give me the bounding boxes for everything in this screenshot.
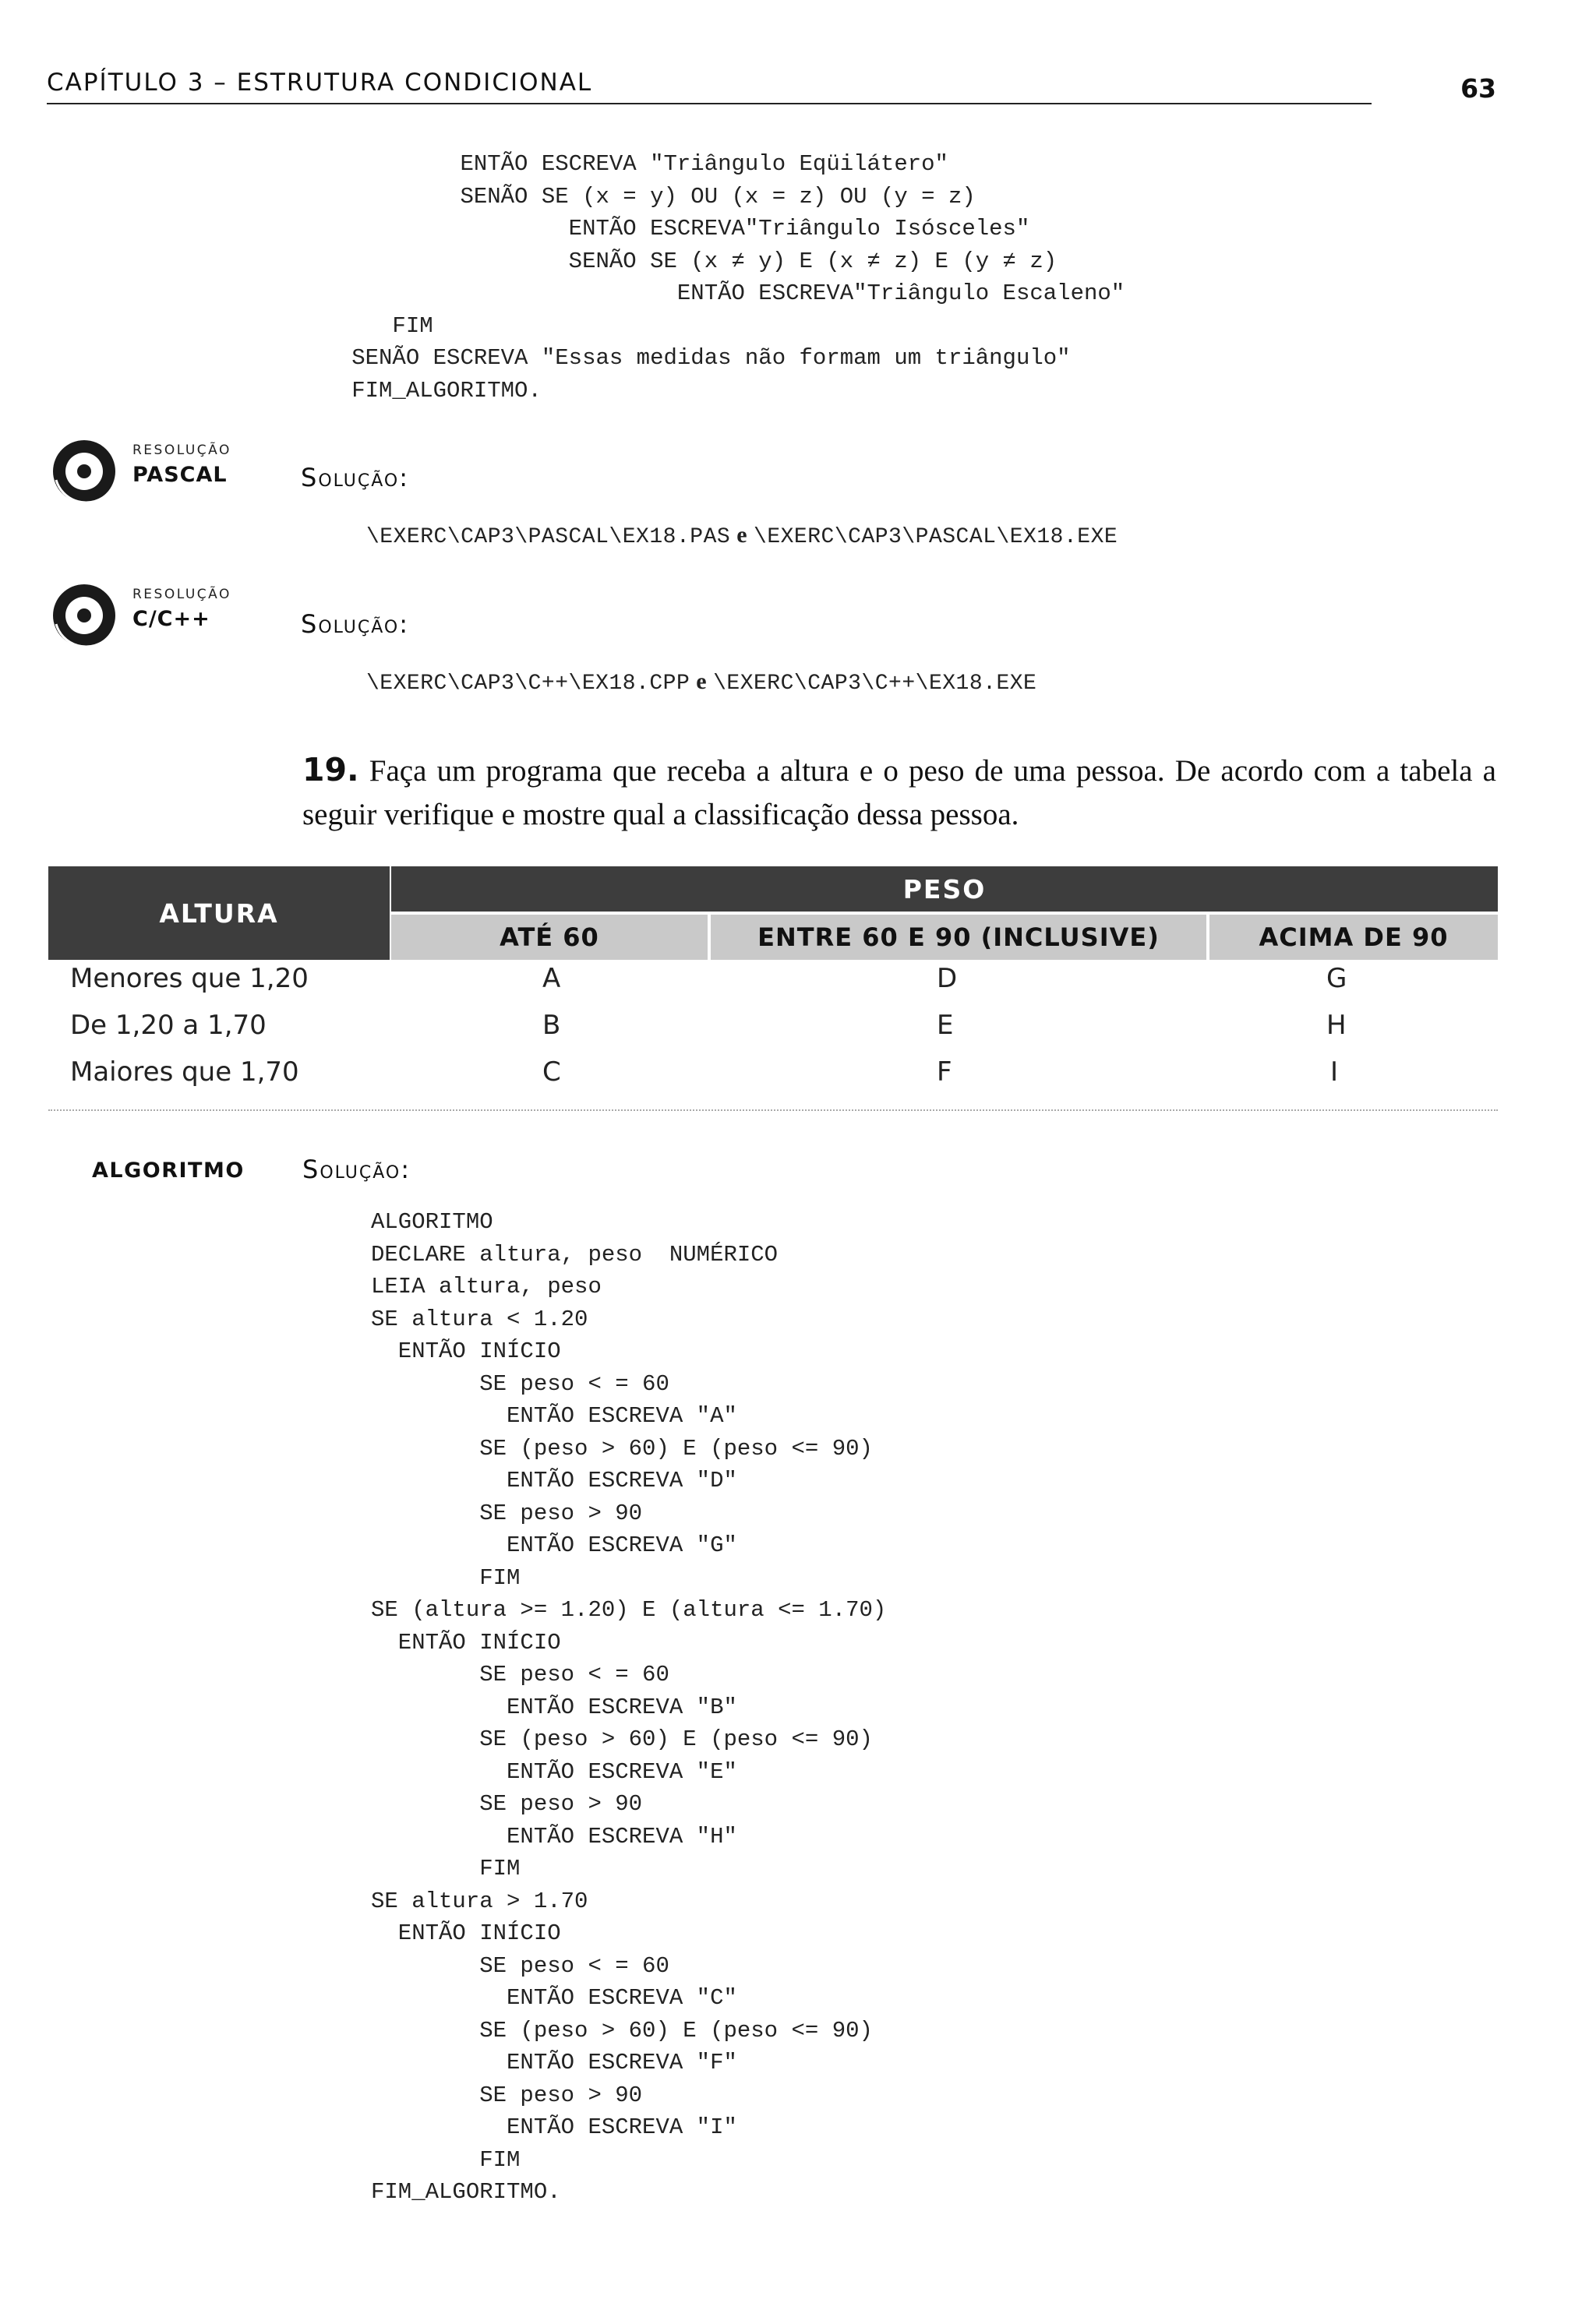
cpp-joiner: e — [696, 668, 708, 694]
disc-icon — [45, 435, 126, 505]
exercise-statement — [302, 748, 1496, 837]
header-altura: ALTURA — [48, 866, 390, 960]
pascal-file-paths — [366, 522, 1118, 549]
pascal-source-file: \EXERC\CAP3\PASCAL\EX18.PAS — [366, 525, 731, 549]
badge-caption: RESOLUÇÃO — [132, 587, 231, 602]
table-cell: I — [1330, 1056, 1339, 1088]
cpp-file-paths — [366, 668, 1036, 696]
header-acima-90: ACIMA DE 90 — [1209, 915, 1498, 960]
exercise-number: 19. — [302, 751, 359, 788]
table-cell: H — [1326, 1010, 1347, 1041]
row-label: Maiores que 1,70 — [70, 1056, 299, 1088]
cpp-exe-file: \EXERC\CAP3\C++\EX18.EXE — [713, 672, 1037, 696]
header-ate-60: ATÉ 60 — [391, 915, 708, 960]
badge-caption: RESOLUÇÃO — [132, 443, 231, 458]
algorithm-badge: ALGORITMO — [92, 1158, 245, 1183]
cpp-source-file: \EXERC\CAP3\C++\EX18.CPP — [366, 672, 690, 696]
table-cell: D — [937, 963, 958, 994]
page-number: 63 — [1460, 73, 1496, 104]
code-continuation: ENTÃO ESCREVA "Triângulo Eqüilátero" SENÃO SE (x = y) OU (x = z) OU (y = z) ENTÃO ESCREVA"Triângulo Isósceles" SENÃO SE (x ≠ y) E (x ≠ z) E (y ≠ z) ENTÃO ESCREVA"Triângulo Escaleno" FIM SENÃO ESCREVA "Essas medidas não formam um triângulo" FIM_ALGORITMO. — [351, 151, 1125, 404]
table-cell: B — [542, 1010, 561, 1041]
table-bottom-rule — [48, 1109, 1498, 1112]
badge-language: C/C++ — [132, 607, 210, 631]
header-rule — [47, 103, 1372, 104]
table-cell: E — [937, 1010, 954, 1041]
header-entre-60-90: ENTRE 60 E 90 (INCLUSIVE) — [711, 915, 1206, 960]
table-cell: A — [542, 963, 561, 994]
pascal-solution-label: solução: — [301, 463, 410, 492]
page-header — [47, 62, 1496, 109]
pascal-exe-file: \EXERC\CAP3\PASCAL\EX18.EXE — [754, 525, 1118, 549]
header-peso: PESO — [391, 866, 1498, 912]
cpp-solution-label: solução: — [301, 609, 410, 639]
exercise-text: Faça um programa que receba a altura e o peso de uma pessoa. De acordo com a tabela a seguir verifique e mostre qual a classificação dessa pessoa. — [302, 754, 1496, 831]
classification-table — [48, 866, 1498, 1108]
badge-language: PASCAL — [132, 463, 228, 487]
table-cell: C — [542, 1056, 561, 1088]
algorithm-solution-label: solução: — [302, 1155, 411, 1184]
table-cell: G — [1326, 963, 1347, 994]
disc-icon — [45, 579, 126, 649]
row-label: Menores que 1,20 — [70, 963, 309, 994]
table-cell: F — [937, 1056, 952, 1088]
chapter-title: CAPÍTULO 3 – ESTRUTURA CONDICIONAL — [47, 69, 593, 97]
row-label: De 1,20 a 1,70 — [70, 1010, 267, 1041]
algorithm-code: ALGORITMO DECLARE altura, peso NUMÉRICO LEIA altura, peso SE altura < 1.20 ENTÃO INÍCIO SE peso < = 60 ENTÃO ESCREVA "A" SE (peso > 60) E (peso <= 90) ENTÃO ESCREVA "D" SE peso > 90 ENTÃO ESCREVA "G" FIM SE (altura >= 1.20) E (altura <= 1.70) ENTÃO INÍCIO SE peso < = 60 ENTÃO ESCREVA "B" SE (peso > 60) E (peso <= 90) ENTÃO ESCREVA "E" SE peso > 90 ENTÃO ESCREVA "H" FIM SE altura > 1.70 ENTÃO INÍCIO SE peso < = 60 ENTÃO ESCREVA "C" SE (peso > 60) E (peso <= 90) ENTÃO ESCREVA "F" SE peso > 90 ENTÃO ESCREVA "I" FIM FIM_ALGORITMO. — [371, 1209, 887, 2205]
pascal-joiner: e — [736, 522, 748, 548]
